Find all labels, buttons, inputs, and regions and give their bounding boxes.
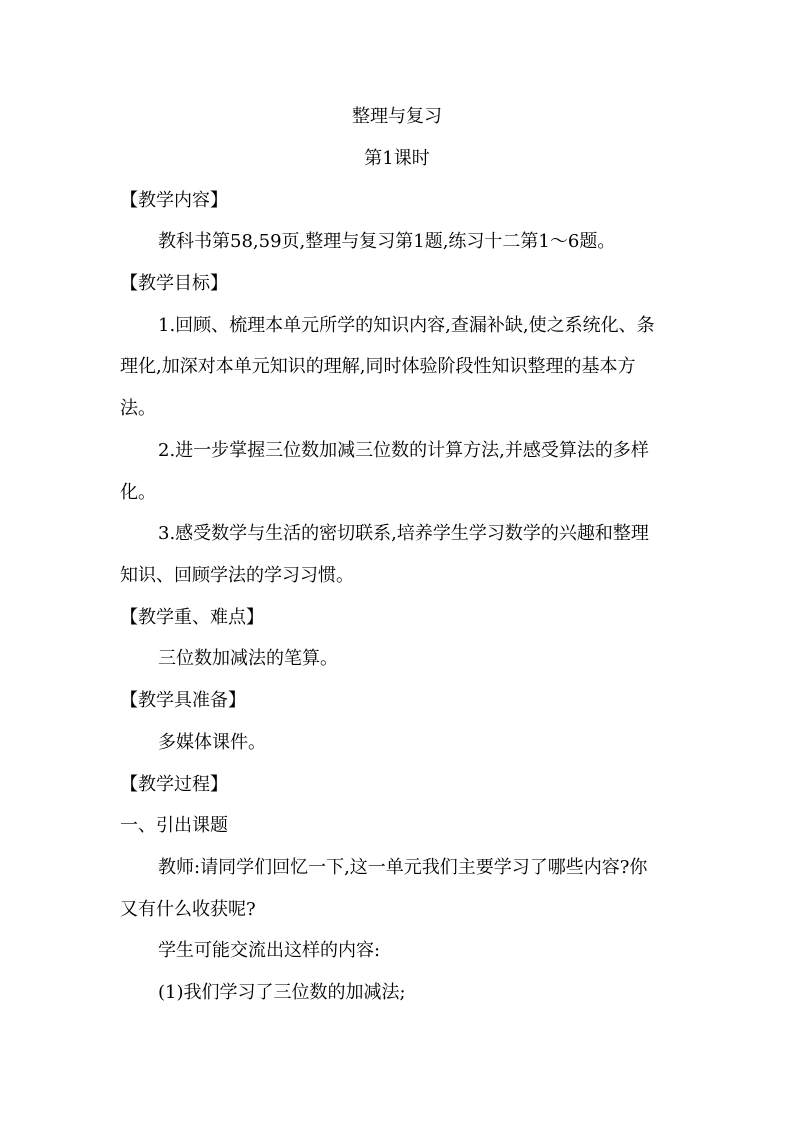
goal-1-line-1: 1.回顾、梳理本单元所学的知识内容,查漏补缺,使之系统化、条: [158, 315, 655, 336]
document-subtitle: 第1课时: [364, 148, 430, 169]
content-text: 教科书第58,59页,整理与复习第1题,练习十二第1～6题。: [158, 231, 616, 252]
goal-1-line-2: 理化,加深对本单元知识的理解,同时体验阶段性知识整理的基本方: [120, 356, 636, 377]
teacher-line-2: 又有什么收获呢?: [120, 899, 256, 920]
section-heading-goals: 【教学目标】: [120, 273, 228, 294]
document-title: 整理与复习: [352, 106, 442, 127]
step-1-heading: 一、引出课题: [120, 815, 228, 836]
section-heading-keypoints: 【教学重、难点】: [120, 607, 264, 628]
goal-3-line-1: 3.感受数学与生活的密切联系,培养学生学习数学的兴趣和整理: [158, 523, 649, 544]
tools-text: 多媒体课件。: [158, 732, 266, 753]
goal-1-line-3: 法。: [120, 398, 156, 419]
keypoints-text: 三位数加减法的笔算。: [158, 648, 338, 669]
teacher-line-1: 教师:请同学们回忆一下,这一单元我们主要学习了哪些内容?你: [158, 857, 648, 878]
goal-3-line-2: 知识、回顾学法的学习习惯。: [120, 565, 354, 586]
student-item-1: (1)我们学习了三位数的加减法;: [158, 982, 406, 1003]
goal-2-line-2: 化。: [120, 482, 156, 503]
section-heading-tools: 【教学具准备】: [120, 690, 246, 711]
goal-2-line-1: 2.进一步掌握三位数加减三位数的计算方法,并感受算法的多样: [158, 440, 649, 461]
section-heading-process: 【教学过程】: [120, 774, 228, 795]
section-heading-content: 【教学内容】: [120, 190, 228, 211]
student-text: 学生可能交流出这样的内容:: [158, 940, 381, 961]
